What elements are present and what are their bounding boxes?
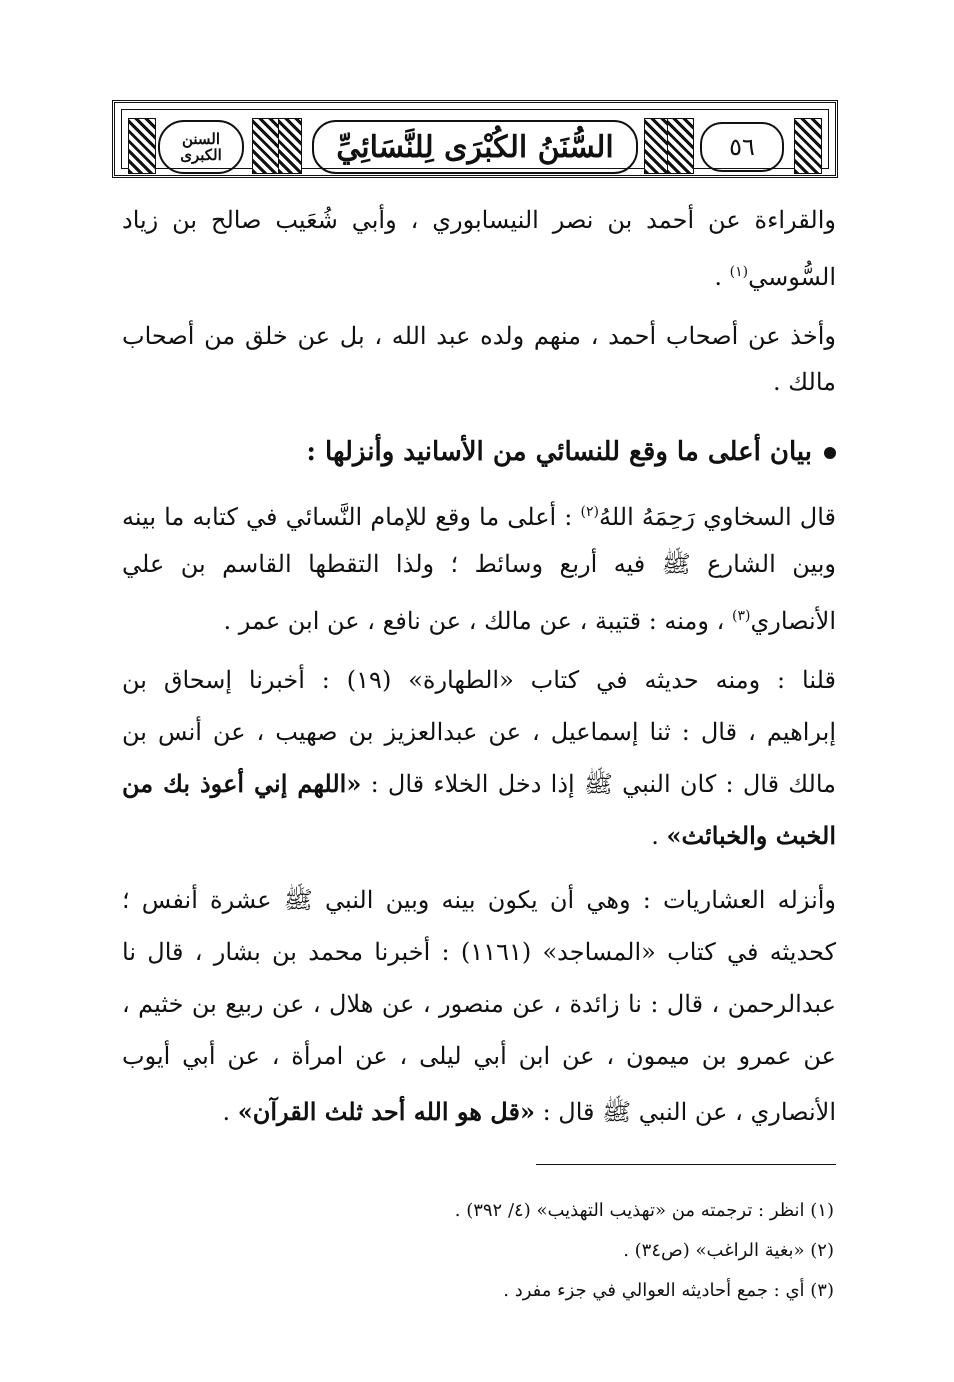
footnote: (٣) أي : جمع أحاديثه العوالي في جزء مفرد . <box>503 1280 834 1301</box>
text-line: عن عمرو بن ميمون ، عن ابن أبي ليلى ، عن امرأة ، عن أبي أيوب <box>122 1042 836 1070</box>
text-line <box>122 252 836 297</box>
text-span: ، ومنه : قتيبة ، عن مالك ، عن نافع ، عن ابن عمر . <box>223 607 732 635</box>
text-line <box>122 1092 836 1132</box>
text-line: والقراءة عن أحمد بن نصر النيسابوري ، وأبي شُعَيب صالح بن زياد <box>122 206 836 234</box>
text-span: مالك قال : كان النبي ﷺ إذا دخل الخلاء قال : <box>361 770 837 798</box>
footnote-rule <box>536 1164 836 1165</box>
footnote-ref: (٣) <box>731 608 751 624</box>
text-line: مالك . <box>773 368 836 396</box>
book-logo <box>158 120 244 174</box>
text-line <box>122 596 836 641</box>
text-line <box>122 816 836 856</box>
text-span: . <box>222 1098 238 1126</box>
text-span: السُّوسي <box>748 263 836 291</box>
ornament-icon <box>644 118 668 174</box>
section-heading <box>122 432 836 472</box>
text-line <box>122 492 836 537</box>
text-line: قلنا : ومنه حديثه في كتاب «الطهارة» (١٩) : أخبرنا إسحاق بن <box>122 666 836 694</box>
logo-text: السنن الكبرى <box>180 129 222 164</box>
text-span: الأنصاري <box>750 607 836 635</box>
text-line: وبين الشارع ﷺ فيه أربع وسائط ؛ ولذا التقطها القاسم بن علي <box>122 550 836 578</box>
footnote: (٢) «بغية الراغب» (ص٣٤) . <box>623 1240 834 1261</box>
footnote-ref: (٢) <box>580 504 599 520</box>
ornament-icon <box>666 118 694 174</box>
hadith-text: «اللهم إني أعوذ بك من <box>122 769 362 798</box>
running-title: السُّنَنُ الكُبْرَى لِلنَّسَائِيِّ <box>312 120 638 174</box>
page-header <box>112 100 838 178</box>
page-number: ٥٦ <box>700 122 784 172</box>
text-span: . <box>714 263 730 291</box>
header-inner-frame <box>121 109 829 169</box>
text-line: إبراهيم ، قال : ثنا إسماعيل ، عن عبدالعزيز بن صهيب ، عن أنس بن <box>122 718 836 746</box>
bullet-icon <box>824 447 836 459</box>
text-span: . <box>651 822 667 850</box>
text-line <box>122 764 836 804</box>
ornament-icon <box>278 118 302 174</box>
ornament-icon <box>794 118 822 174</box>
ornament-icon <box>252 118 280 174</box>
text-line: كحديثه في كتاب «المساجد» (١١٦١) : أخبرنا محمد بن بشار ، قال نا <box>122 938 836 966</box>
text-span: : أعلى ما وقع للإمام النَّسائي في كتابه ما بينه <box>122 503 581 531</box>
text-line: وأنزله العشاريات : وهي أن يكون بينه وبين النبي ﷺ عشرة أنفس ؛ <box>122 886 836 914</box>
footnote: (١) انظر : ترجمته من «تهذيب التهذيب» (٤/ ٣٩٢) . <box>454 1200 834 1221</box>
text-line: وأخذ عن أصحاب أحمد ، منهم ولده عبد الله ، بل عن خلق من أصحاب <box>122 322 836 350</box>
hadith-text: «قل هو الله أحد ثلث القرآن» <box>237 1097 535 1126</box>
text-line: عبدالرحمن ، قال : نا زائدة ، عن منصور ، عن هلال ، عن ربيع بن خثيم ، <box>122 990 836 1018</box>
text-span: الأنصاري ، عن النبي ﷺ قال : <box>534 1098 836 1126</box>
hadith-text: الخبث والخبائث» <box>666 821 836 850</box>
text-span: قال السخاوي رَحِمَهُ اللهُ <box>598 503 836 531</box>
footnote-ref: (١) <box>729 264 749 280</box>
ornament-icon <box>128 118 156 174</box>
heading-text: بيان أعلى ما وقع للنسائي من الأسانيد وأنزلها : <box>306 437 812 467</box>
